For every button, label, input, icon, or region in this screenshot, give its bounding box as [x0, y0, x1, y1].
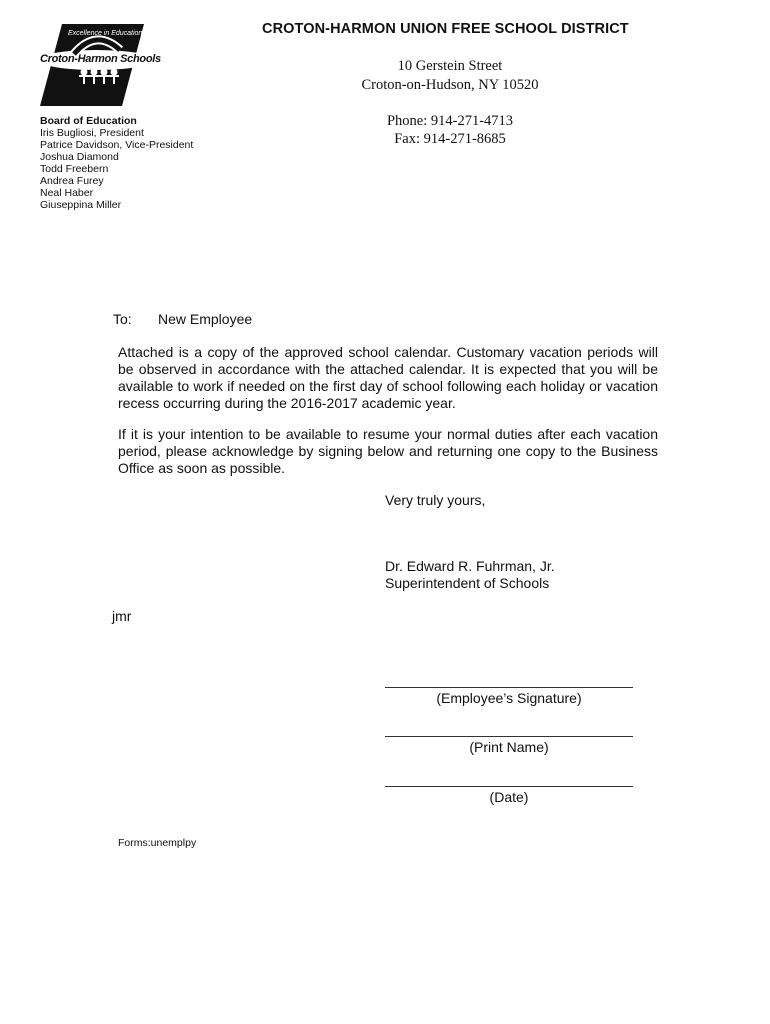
employee-signature-line[interactable] — [385, 687, 633, 688]
district-name: CROTON-HARMON UNION FREE SCHOOL DISTRICT — [262, 21, 629, 37]
board-member: Joshua Diamond — [40, 151, 119, 163]
phone-number: Phone: 914-271-4713 — [386, 113, 514, 129]
print-name-line[interactable] — [385, 736, 633, 737]
paragraph-calendar: Attached is a copy of the approved school calendar. Customary vacation periods will be observed in accordance with the attached calendar. It is expected that you will be available to work if needed on the first day of school following each holiday or vacation recess occurring during the 2016-2017 academic year. — [118, 344, 658, 411]
closing: Very truly yours, — [385, 492, 486, 508]
paragraph-acknowledge: If it is your intention to be available to resume your normal duties after each vacation period, please acknowledge by signing below and returning one copy to the Business Office as soon as possible. — [118, 426, 658, 476]
board-member: Todd Freebern — [40, 163, 109, 175]
board-member: Giuseppina Miller — [40, 199, 122, 211]
board-title: Board of Education — [40, 115, 137, 127]
address-city: Croton-on-Hudson, NY 10520 — [361, 77, 539, 93]
typist-initials: jmr — [112, 608, 132, 624]
board-member: Patrice Davidson, Vice-President — [40, 139, 194, 151]
form-code: Forms:unemplpy — [118, 837, 197, 849]
date-line[interactable] — [385, 786, 633, 787]
board-of-education — [40, 115, 193, 211]
board-member: Andrea Furey — [40, 175, 104, 187]
employee-signature-label: (Employee’s Signature) — [436, 690, 582, 706]
board-member: Neal Haber — [40, 187, 94, 199]
to-label: To: — [113, 311, 132, 327]
logo-arc-text: Excellence in Education — [68, 30, 143, 37]
board-member: Iris Bugliosi, President — [40, 127, 144, 139]
logo-wordmark: Croton-Harmon Schools — [40, 53, 161, 65]
signer-name: Dr. Edward R. Fuhrman, Jr. — [385, 558, 555, 574]
date-label: (Date) — [489, 789, 529, 805]
signer-title: Superintendent of Schools — [385, 575, 550, 591]
fax-number: Fax: 914-271-8685 — [394, 131, 506, 147]
address-street: 10 Gerstein Street — [397, 58, 503, 74]
district-logo — [34, 20, 162, 108]
print-name-label: (Print Name) — [469, 739, 549, 755]
recipient: New Employee — [158, 311, 253, 327]
